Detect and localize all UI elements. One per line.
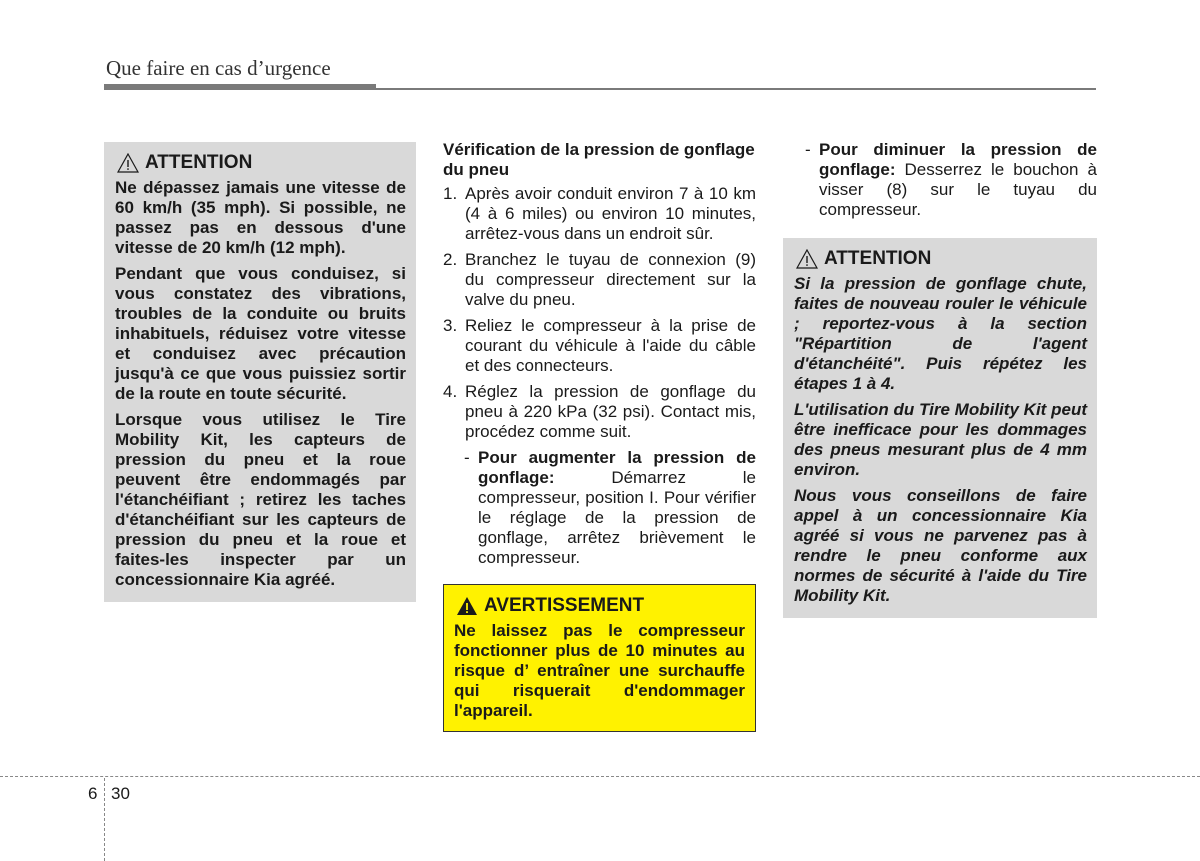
step-number: 1. <box>443 184 458 203</box>
sub-step-label: Pour augmenter la pression de gonflage: <box>478 448 756 487</box>
step-text: Branchez le tuyau de connexion (9) du compresseur directement sur la valve du pneu. <box>465 250 756 309</box>
sub-step-label: Pour diminuer la pression de gonflage: <box>819 140 1097 179</box>
chapter-number: 6 <box>88 784 98 803</box>
attention-paragraph: Ne dépassez jamais une vitesse de 60 km/h (35 mph). Si possible, ne passez pas en dessous d'une vitesse de 20 km/h (12 mph). <box>115 178 406 257</box>
step-item <box>443 316 756 376</box>
step-item <box>443 382 756 442</box>
sub-step-text: Démarrez le compresseur, position I. Pour vérifier le réglage de la pression de gonflage, arrêtez brièvement le compresseur. <box>478 468 756 567</box>
attention-title-text: ATTENTION <box>145 152 253 173</box>
header-rule-thin <box>376 88 1096 90</box>
attention-paragraph: L'utilisation du Tire Mobility Kit peut être inefficace pour les dommages des pneus mesurant plus de 4 mm environ. <box>794 400 1087 479</box>
warning-title-text: AVERTISSEMENT <box>484 595 645 616</box>
warning-triangle-icon <box>796 249 818 269</box>
sub-step-content <box>478 448 756 568</box>
sub-step-dash: - <box>805 140 811 159</box>
sub-step-text: Desserrez le bouchon à visser (8) sur le tuyau du compresseur. <box>819 160 1097 219</box>
column-middle <box>443 140 756 732</box>
sub-step-dash: - <box>464 448 470 467</box>
warning-box <box>443 584 756 732</box>
section-title: Vérification de la pression de gonflage du pneu <box>443 140 755 179</box>
step-number: 4. <box>443 382 458 401</box>
step-number: 2. <box>443 250 458 269</box>
attention-title <box>796 248 1087 270</box>
footer-vertical-rule <box>104 778 105 861</box>
sub-step-content <box>819 140 1097 220</box>
warning-text: Ne laissez pas le compresseur fonctionner plus de 10 minutes au risque d’ entraîner une surchauffe qui risquerait d'endommager l'appareil. <box>454 621 745 720</box>
header-rule-thick <box>104 84 376 90</box>
warning-title <box>456 595 745 617</box>
page-header-title: Que faire en cas d’urgence <box>106 56 331 80</box>
column-right <box>783 140 1097 618</box>
footer-rule <box>0 776 1200 777</box>
warning-triangle-icon <box>456 596 478 616</box>
step-item <box>443 184 756 244</box>
warning-triangle-icon <box>117 153 139 173</box>
attention-paragraph: Si la pression de gonflage chute, faites de nouveau rouler le véhicule ; reportez-vous à la section "Répartition de l'agent d'étanchéité". Puis répétez les étapes 1 à 4. <box>794 274 1087 393</box>
sub-step-increase <box>464 448 756 568</box>
step-text: Après avoir conduit environ 7 à 10 km (4 à 6 miles) ou environ 10 minutes, arrêtez-vous dans un endroit sûr. <box>465 184 756 243</box>
attention-box-left <box>104 142 416 602</box>
step-text: Reliez le compresseur à la prise de courant du véhicule à l'aide du câble et des connecteurs. <box>465 316 756 375</box>
page-number: 30 <box>111 784 130 803</box>
attention-paragraph: Lorsque vous utilisez le Tire Mobility Kit, les capteurs de pression du pneu et la roue peuvent être endommagés par l'étanchéifiant ; retirez les taches d'étanchéifiant sur les capteurs de pression du pneu et la roue et faites-les inspecter par un concessionnaire Kia agréé. <box>115 410 406 589</box>
sub-step-decrease <box>805 140 1097 220</box>
step-item <box>443 250 756 310</box>
step-text: Réglez la pression de gonflage du pneu à 220 kPa (32 psi). Contact mis, procédez comme suit. <box>465 382 756 441</box>
column-left <box>104 142 416 602</box>
attention-box-right <box>783 238 1097 618</box>
step-number: 3. <box>443 316 458 335</box>
attention-title-text: ATTENTION <box>824 248 932 269</box>
attention-paragraph: Pendant que vous conduisez, si vous constatez des vibrations, troubles de la conduite ou bruits inhabituels, réduisez votre vitesse et conduisez avec précaution jusqu'à ce que vous puissiez sortir de la route en toute sécurité. <box>115 264 406 403</box>
attention-paragraph: Nous vous conseillons de faire appel à un concessionnaire Kia agréé si vous ne parvenez pas à rendre le pneu conforme aux normes de sécurité à l'aide du Tire Mobility Kit. <box>794 486 1087 605</box>
attention-title <box>117 152 406 174</box>
